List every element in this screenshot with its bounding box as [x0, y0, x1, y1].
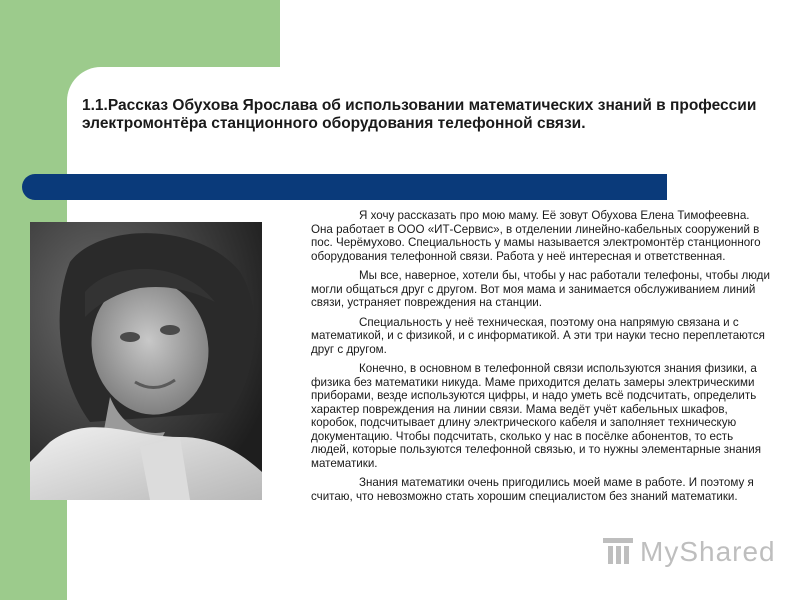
- paragraph-3: Специальность у неё техническая, поэтому она напрямую связана и с математикой, и с физикой, и с информатикой. А эти три науки тесно переплетаются друг с другом.: [311, 315, 765, 356]
- watermark-text: MyShared: [640, 536, 776, 567]
- mother-portrait-photo: [30, 222, 262, 500]
- paragraph-1: Я хочу рассказать про мою маму. Её зовут Обухова Елена Тимофеевна. Она работает в ООО «ИТ-Сервис», в отделении линейно-кабельных сооружений в пос. Черёмухово. Специальность у мамы называется электромонтёр станционного оборудования телефонной связи. Работа у неё интересная и ответственная.: [311, 209, 761, 263]
- slide-title: 1.1.Рассказ Обухова Ярослава об использовании математических знаний в профессии электромонтёра станционного оборудования телефонной связи.: [82, 97, 757, 132]
- story-text: [311, 209, 773, 509]
- title-divider-bar: [22, 174, 667, 200]
- portrait-image: [30, 222, 262, 500]
- watermark-logo-icon: [600, 532, 636, 568]
- paragraph-2: Мы все, наверное, хотели бы, чтобы у нас работали телефоны, чтобы люди могли общаться друг с другом. Вот моя мама и занимается обслуживанием линий связи, устраняет повреждения на станции.: [311, 269, 770, 309]
- paragraph-5: Знания математики очень пригодились моей маме в работе. И поэтому я считаю, что невозможно стать хорошим специалистом без знаний математики.: [311, 476, 754, 503]
- paragraph-4: Конечно, в основном в телефонной связи используются знания физики, а физика без математики никуда. Маме приходится делать замеры электрическими приборами, везде используются цифры, и надо уметь всё подсчитать, определить характер повреждения на линии связи. Мама ведёт учёт кабельных шкафов, коробок, подсчитывает длину электрического кабеля и заполняет техническую документацию. Чтобы подсчитать, сколько у нас в посёлке абонентов, то есть людей, которые пользуются телефонной связью, и то нужны элементарные знания математики.: [311, 362, 762, 470]
- watermark: [600, 532, 776, 572]
